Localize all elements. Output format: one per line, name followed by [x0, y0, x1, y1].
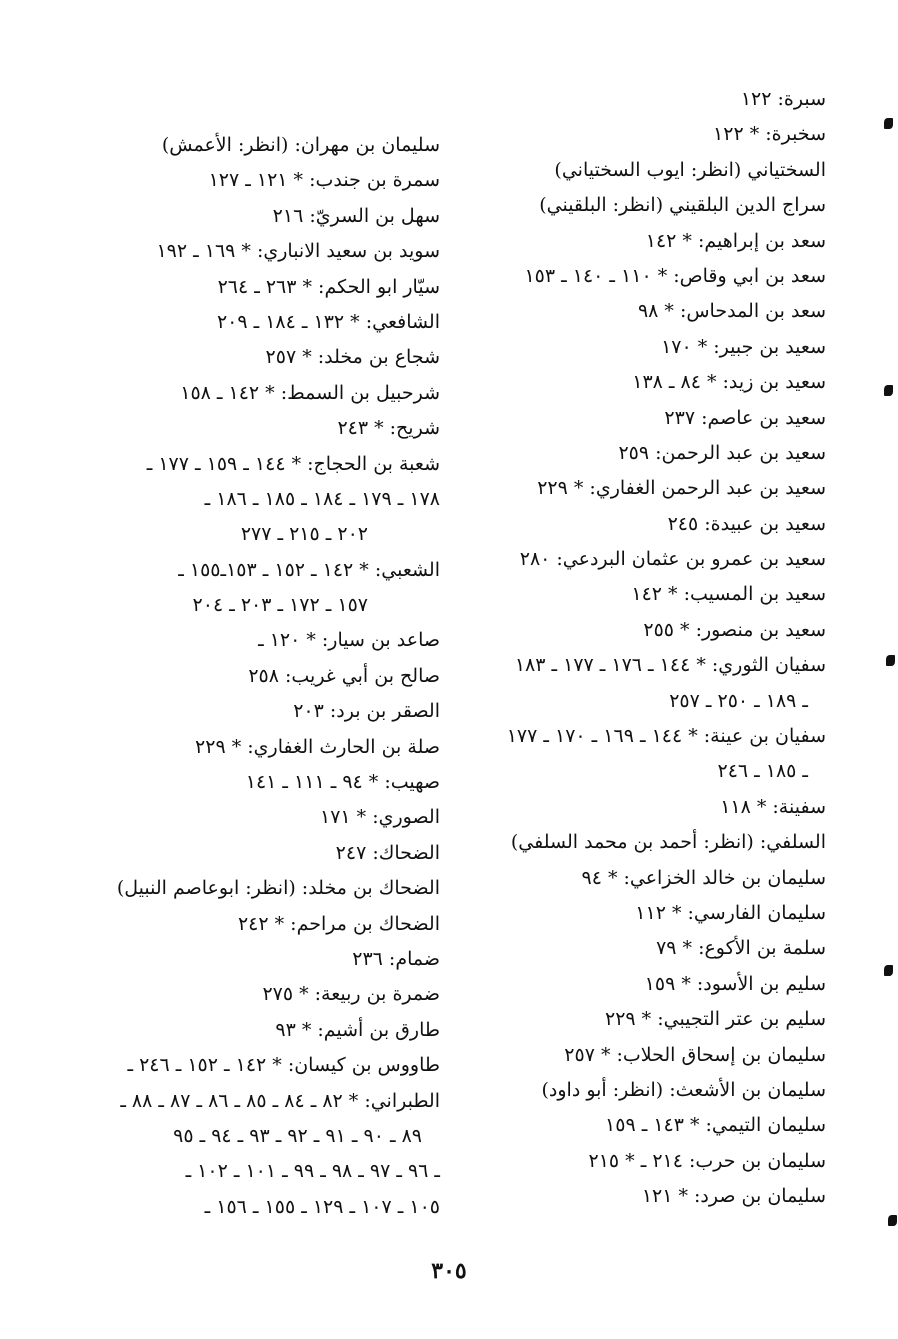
index-entry: ـ ٩٦ ـ ٩٧ ـ ٩٨ ـ ٩٩ ـ ١٠١ ـ ١٠٢ ـ — [185, 1160, 440, 1183]
index-entry: سخبرة: * ١٢٢ — [713, 123, 826, 146]
index-entry: سهل بن السريّ: ٢١٦ — [272, 204, 440, 227]
index-entry: ضمام: ٢٣٦ — [352, 947, 440, 970]
index-entry: سعيد بن عبد الرحمن الغفاري: * ٢٢٩ — [537, 477, 826, 500]
index-entry: الشافعي: * ١٣٢ ـ ١٨٤ ـ ٢٠٩ — [216, 310, 440, 333]
index-entry: صلة بن الحارث الغفاري: * ٢٢٩ — [195, 735, 440, 758]
index-entry: السلفي: (انظر: أحمد بن محمد السلفي) — [510, 831, 826, 854]
index-entry: سليم بن عتر التجيبي: * ٢٢٩ — [605, 1008, 826, 1031]
index-entry: ـ ١٨٥ ـ ٢٤٦ — [717, 760, 808, 783]
index-entry: سعد بن إبراهيم: * ١٤٢ — [645, 229, 826, 252]
index-entry: شجاع بن مخلد: * ٢٥٧ — [265, 346, 440, 369]
index-entry: سليمان بن صرد: * ١٢١ — [641, 1185, 826, 1208]
index-entry: ضمرة بن ربيعة: * ٢٧٥ — [262, 983, 440, 1006]
index-entry: سعيد بن عاصم: ٢٣٧ — [664, 406, 826, 429]
index-entry: سفينة: * ١١٨ — [720, 795, 826, 818]
index-entry: الصقر بن برد: ٢٠٣ — [293, 700, 440, 723]
index-entry: شعبة بن الحجاج: * ١٤٤ ـ ١٥٩ ـ ١٧٧ ـ — [146, 452, 440, 475]
index-entry: سليمان بن حرب: ٢١٤ ـ * ٢١٥ — [588, 1149, 826, 1172]
index-entry: ١٥٧ ـ ١٧٢ ـ ٢٠٣ ـ ٢٠٤ — [192, 594, 368, 617]
index-entry: سلمة بن الأكوع: * ٧٩ — [656, 937, 826, 960]
index-entry: سعد بن المدحاس: * ٩٨ — [637, 300, 826, 323]
index-entry: ٢٠٢ ـ ٢١٥ ـ ٢٧٧ — [240, 523, 368, 546]
index-entry: سيّار ابو الحكم: * ٢٦٣ ـ ٢٦٤ — [217, 275, 440, 298]
index-entry: سفيان الثوري: * ١٤٤ ـ ١٧٦ ـ ١٧٧ ـ ١٨٣ — [514, 654, 826, 677]
index-entry: سويد بن سعيد الانباري: * ١٦٩ ـ ١٩٢ — [156, 240, 440, 263]
index-entry: صهيب: * ٩٤ ـ ١١١ ـ ١٤١ — [245, 771, 440, 794]
index-entry: الضحاك بن مخلد: (انظر: ابوعاصم النبيل) — [116, 877, 440, 900]
margin-mark — [888, 1215, 897, 1226]
index-entry: سليمان بن خالد الخزاعي: * ٩٤ — [581, 866, 826, 889]
index-entry: الضحاك بن مراحم: * ٢٤٢ — [237, 912, 440, 935]
index-entry: سبرة: ١٢٢ — [740, 88, 826, 110]
index-entry: سعيد بن منصور: * ٢٥٥ — [643, 618, 826, 641]
index-column-right — [416, 82, 826, 1215]
margin-mark — [884, 118, 893, 129]
index-entry: طاووس بن كيسان: * ١٤٢ ـ ١٥٢ ـ ٢٤٦ ـ — [127, 1054, 440, 1077]
index-entry: ١٧٨ ـ ١٧٩ ـ ١٨٤ ـ ١٨٥ ـ ١٨٦ ـ — [204, 487, 440, 510]
index-entry: صاعد بن سيار: * ١٢٠ ـ — [258, 629, 440, 652]
index-entry: سعيد بن عبد الرحمن: ٢٥٩ — [618, 441, 826, 464]
index-entry: الصوري: * ١٧١ — [319, 806, 440, 829]
index-entry: سمرة بن جندب: * ١٢١ ـ ١٢٧ — [208, 169, 440, 192]
index-entry: الضحاك: ٢٤٧ — [335, 841, 440, 864]
index-entry: سليمان التيمي: * ١٤٣ ـ ١٥٩ — [605, 1114, 826, 1137]
index-entry: طارق بن أشيم: * ٩٣ — [275, 1018, 440, 1041]
index-entry: سليمان الفارسي: * ١١٢ — [635, 901, 826, 924]
index-entry: ١٠٥ ـ ١٠٧ ـ ١٢٩ ـ ١٥٥ ـ ١٥٦ ـ — [204, 1195, 440, 1218]
index-entry: سليمان بن إسحاق الحلاب: * ٢٥٧ — [564, 1043, 826, 1066]
index-entry: سليم بن الأسود: * ١٥٩ — [644, 972, 826, 995]
index-entry: سليمان بن مهران: (انظر: الأعمش) — [161, 134, 440, 156]
index-column-left — [60, 128, 440, 1225]
index-entry: سعيد بن المسيب: * ١٤٢ — [631, 583, 826, 606]
index-entry: سعد بن ابي وقاص: * ١١٠ ـ ١٤٠ ـ ١٥٣ — [524, 264, 826, 287]
page-number: ٣٠٥ — [431, 1258, 467, 1284]
index-entry: ٨٩ ـ ٩٠ ـ ٩١ ـ ٩٢ ـ ٩٣ ـ ٩٤ ـ ٩٥ — [173, 1124, 422, 1147]
index-entry: سعيد بن عبيدة: ٢٤٥ — [667, 512, 826, 535]
index-entry: سليمان بن الأشعث: (انظر: أبو داود) — [541, 1078, 826, 1101]
index-entry: سراج الدين البلقيني (انظر: البلقيني) — [539, 194, 826, 217]
index-entry: الشعبي: * ١٤٢ ـ ١٥٢ ـ ١٥٣ـ١٥٥ ـ — [178, 558, 440, 581]
index-entry: شريح: * ٢٤٣ — [337, 417, 440, 440]
index-entry: سعيد بن عمرو بن عثمان البردعي: ٢٨٠ — [519, 548, 826, 571]
margin-mark — [884, 965, 893, 976]
margin-mark — [884, 385, 893, 396]
index-entry: شرحبيل بن السمط: * ١٤٢ ـ ١٥٨ — [180, 381, 440, 404]
margin-mark — [886, 655, 895, 666]
index-entry: ـ ١٨٩ ـ ٢٥٠ ـ ٢٥٧ — [669, 689, 808, 712]
index-entry: صالح بن أبي غريب: ٢٥٨ — [248, 664, 440, 687]
index-entry: الطبراني: * ٨٢ ـ ٨٤ ـ ٨٥ ـ ٨٦ ـ ٨٧ ـ ٨٨ ـ — [120, 1089, 440, 1112]
index-entry: سعيد بن زيد: * ٨٤ ـ ١٣٨ — [632, 371, 826, 394]
index-entry: السختياني (انظر: ايوب السختياني) — [554, 158, 826, 181]
index-entry: سعيد بن جبير: * ١٧٠ — [661, 335, 826, 358]
index-entry: سفيان بن عينة: * ١٤٤ ـ ١٦٩ ـ ١٧٠ ـ ١٧٧ — [506, 725, 826, 748]
